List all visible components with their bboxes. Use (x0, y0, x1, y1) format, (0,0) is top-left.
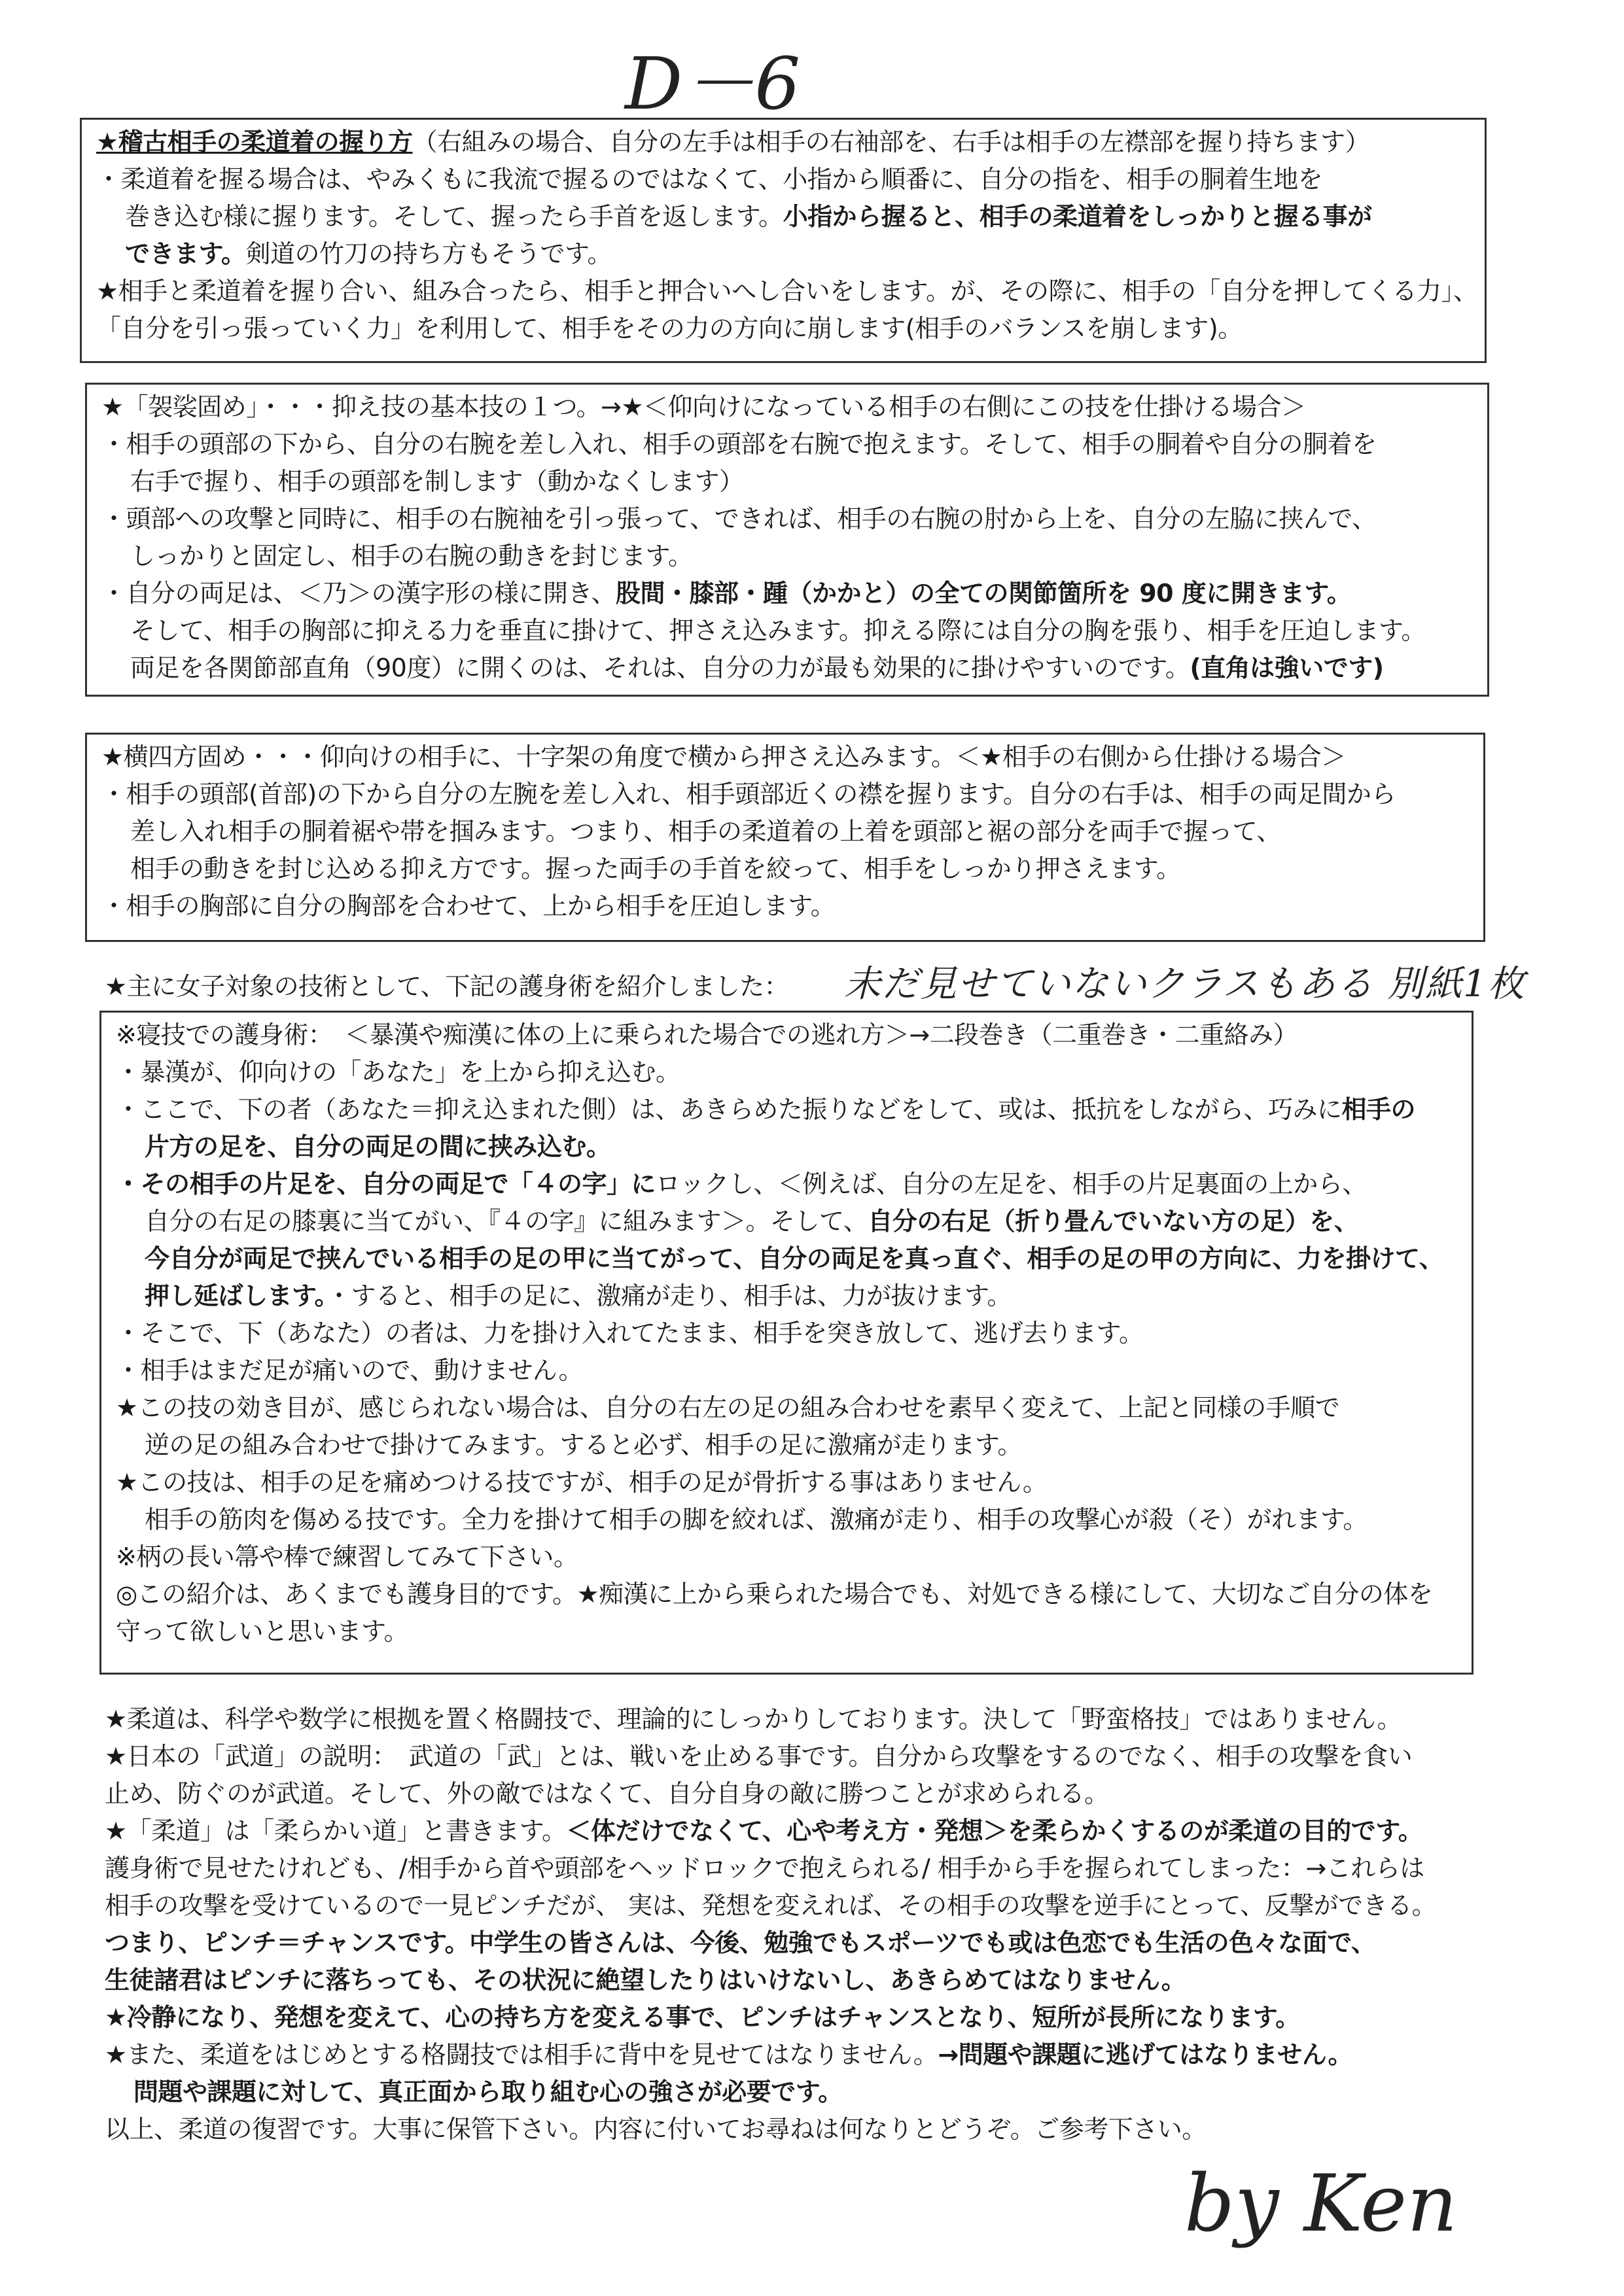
section4-line3a: ・ここで、下の者（あなた＝抑え込まれた側）は、あきらめた振りなどをして、或は、抵抗をしながら、巧みに (116, 1095, 1342, 1124)
section1-title: ★稽古相手の柔道着の握り方 (96, 128, 413, 156)
closing-text (105, 1701, 1531, 2148)
section2-line8a: 両足を各関節部直角（90度）に開くのは、それは、自分の力が最も効果的に掛けやすいのです。 (130, 653, 1190, 682)
section1-line3b: 剣道の竹刀の持ち方もそうです。 (245, 239, 612, 268)
section4-line13: ★この技は、相手の足を痛めつける技ですが、相手の足が骨折する事はありません。 (116, 1468, 1048, 1497)
section2-line8b: (直角は強いです) (1190, 653, 1384, 682)
section4-line6b: 自分の右足（折り畳んでいない方の足）を、 (868, 1207, 1359, 1236)
section4-line7: 今自分が両足で挟んでいる相手の足の甲に当てがって、自分の両足を真っ直ぐ、相手の足の甲の方向に、力を掛けて、 (145, 1244, 1444, 1273)
section1-line3 (96, 235, 1473, 273)
section2-line6b: 股間・膝部・踵（かかと）の全ての関節箇所を 90 度に開きます。 (615, 579, 1352, 608)
header-handwriting: D－6 (625, 42, 801, 126)
section4-line8 (116, 1278, 1460, 1315)
section4-line9: ・そこで、下（あなた）の者は、力を掛け入れてたまま、相手を突き放して、逃げ去ります。 (116, 1319, 1144, 1348)
section2-line7: そして、相手の胸部に抑える力を垂直に掛けて、押さえ込みます。抑える際には自分の胸を張り、相手を圧迫します。 (130, 616, 1426, 645)
section4-line5a: ・その相手の片足を、自分の両足で「４の字」に (116, 1170, 656, 1198)
section4-line16: ◎この紹介は、あくまでも護身目的です。★痴漢に上から乗られた場合でも、対処できる様にして、大切なご自分の体を (116, 1580, 1433, 1609)
section4-line14: 相手の筋肉を傷める技です。全力を掛けて相手の脚を絞れば、激痛が走り、相手の攻撃心が殺（そ）がれます。 (145, 1505, 1368, 1534)
section4-line5b: ロックし、＜例えば、自分の左足を、相手の片足裏面の上から、 (656, 1170, 1367, 1198)
section3-line3: 差し入れ相手の胴着裾や帯を掴みます。つまり、相手の柔道着の上着を頭部と裾の部分を両手で握って、 (130, 817, 1281, 846)
closing-line4 (105, 1813, 1531, 1850)
section1-line5: 「自分を引っ張っていく力」を利用して、相手をその力の方向に崩します(相手のバランスを崩します)。 (96, 314, 1243, 343)
signature: by Ken (1184, 2159, 1458, 2250)
section2-line3: 右手で握り、相手の頭部を制します（動かなくします） (130, 467, 744, 496)
closing-line3: 止め、防ぐのが武道。そして、外の敵ではなくて、自分自身の敵に勝つことが求められる。 (105, 1779, 1109, 1808)
handwritten-note: 未だ見せていないクラスもある 別紙1枚 (844, 963, 1526, 1005)
closing-line10b: →問題や課題に逃げてはなりません。 (938, 2040, 1352, 2069)
section1-line3a: できます。 (125, 239, 246, 268)
closing-line4a: ★「柔道」は「柔らかい道」と書きます。 (105, 1817, 567, 1845)
section2-line8 (101, 650, 1475, 687)
intro-line: ★主に女子対象の技術として、下記の護身術を紹介しました： (105, 972, 789, 1001)
closing-line10a: ★また、柔道をはじめとする格闘技では相手に背中を見せてはなりません。 (105, 2040, 938, 2069)
section4-line15: ※柄の長い箒や棒で練習してみて下さい。 (116, 1542, 578, 1571)
section2-line6a: ・自分の両足は、＜乃＞の漢字形の様に開き、 (101, 579, 616, 608)
closing-line11: 問題や課題に対して、真正面から取り組む心の強さが必要です。 (133, 2078, 843, 2106)
closing-line2: ★日本の「武道」の説明： 武道の「武」とは、戦いを止める事です。自分から攻撃をするのでなく、相手の攻撃を食い (105, 1742, 1413, 1771)
section-self-defense (99, 1011, 1474, 1675)
section4-line11: ★この技の効き目が、感じられない場合は、自分の右左の足の組み合わせを素早く変えて、上記と同様の手順で (116, 1393, 1340, 1422)
section4-line5 (116, 1166, 1460, 1203)
section2-line1: ★「袈裟固め」・・・抑え技の基本技の１つ。→★＜仰向けになっている相手の右側にこの技を仕掛ける場合＞ (101, 392, 1306, 421)
section2-line2: ・相手の頭部の下から、自分の右腕を差し入れ、相手の頭部を右腕で抱えます。そして、相手の胴着や自分の胴着を (101, 430, 1377, 459)
section1-line2 (96, 198, 1473, 235)
section4-line8b: ・すると、相手の足に、激痛が走り、相手は、力が抜けます。 (326, 1281, 1012, 1310)
section2-line4: ・頭部への攻撃と同時に、相手の右腕袖を引っ張って、できれば、相手の右腕の肘から上を、自分の左脇に挟んで、 (101, 504, 1377, 533)
section2-line6 (101, 575, 1475, 612)
section3-line2: ・相手の頭部(首部)の下から自分の左腕を差し入れ、相手頭部近くの襟を握ります。自分の右手は、相手の両足間から (101, 780, 1396, 809)
section4-line12: 逆の足の組み合わせで掛けてみます。すると必ず、相手の足に激痛が走ります。 (145, 1431, 1022, 1459)
section4-line2: ・暴漢が、仰向けの「あなた」を上から抑え込む。 (116, 1058, 680, 1087)
section4-line17: 守って欲しいと思います。 (116, 1617, 408, 1646)
section4-line10: ・相手はまだ足が痛いので、動けません。 (116, 1356, 584, 1385)
closing-line6: 相手の攻撃を受けているので一見ピンチだが、 実は、発想を変えれば、その相手の攻撃を逆手にとって、反撃ができる。 (105, 1891, 1437, 1920)
section4-line1: ※寝技での護身術： ＜暴漢や痴漢に体の上に乗られた場合での逃れ方＞→二段巻き（二重巻き・二重絡み） (116, 1020, 1298, 1049)
closing-line7 (105, 1924, 1531, 1962)
closing-line4b: ＜体だけでなくて、心や考え方・発想＞を柔らかくするのが柔道の目的です。 (566, 1817, 1423, 1845)
section4-line6 (116, 1203, 1460, 1240)
closing-line12: 以上、柔道の復習です。大事に保管下さい。内容に付いてお尋ねは何なりとどうぞ。ご参考下さい。 (105, 2115, 1207, 2144)
closing-line9: ★冷静になり、発想を変えて、心の持ち方を変える事で、ピンチはチャンスとなり、短所が長所になります。 (105, 2003, 1300, 2032)
section4-line3b: 相手の (1341, 1095, 1416, 1124)
closing-line7a: つまり、ピンチ＝チャンスです。 (105, 1928, 470, 1957)
section3-line5: ・相手の胸部に自分の胸部を合わせて、上から相手を圧迫します。 (101, 892, 836, 920)
section4-line3 (116, 1091, 1460, 1128)
closing-line7b: 中学生の皆さんは、今後、勉強でもスポーツでも或は色恋でも生活の色々な面で、 (469, 1928, 1376, 1957)
closing-line1: ★柔道は、科学や数学に根拠を置く格闘技で、理論的にしっかりしております。決して「野蛮格技」ではありません。 (105, 1705, 1402, 1733)
section4-line4: 片方の足を、自分の両足の間に挟み込む。 (145, 1132, 611, 1161)
section1-line4: ★相手と柔道着を握り合い、組み合ったら、相手と押合いへし合いをします。が、その際に、相手の「自分を押してくる力」、 (96, 277, 1478, 305)
section1-line2a: 巻き込む様に握ります。そして、握ったら手首を返します。 (125, 202, 783, 231)
closing-line5: 護身術で見せたけれども、/相手から首や頭部をヘッドロックで抱えられる/ 相手から手を握られてしまった：→これらは (105, 1854, 1424, 1883)
section1-line2b: 小指から握ると、相手の柔道着をしっかりと握る事が (783, 202, 1372, 231)
section-kesa-gatame (85, 383, 1489, 697)
section4-line8a: 押し延ばします。 (145, 1281, 327, 1310)
section1-title-note: （右組みの場合、自分の左手は相手の右袖部を、右手は相手の左襟部を握り持ちます） (412, 128, 1370, 156)
section2-line5: しっかりと固定し、相手の右腕の動きを封じます。 (130, 542, 693, 570)
closing-line10 (105, 2036, 1531, 2074)
section3-line1: ★横四方固め・・・仰向けの相手に、十字架の角度で横から押さえ込みます。＜★相手の右側から仕掛ける場合＞ (101, 742, 1346, 771)
section1-line1: ・柔道着を握る場合は、やみくもに我流で握るのではなくて、小指から順番に、自分の指を、相手の胴着生地を (96, 165, 1323, 194)
section4-line6a: 自分の右足の膝裏に当てがい、『４の字』に組みます＞。そして、 (145, 1207, 868, 1236)
section-grip-method (80, 118, 1487, 363)
section-yoko-shiho-gatame (85, 733, 1485, 942)
section3-line4: 相手の動きを封じ込める抑え方です。握った両手の手首を絞って、相手をしっかり押さえます。 (130, 854, 1181, 883)
section1-title-line (96, 124, 1473, 161)
closing-line8: 生徒諸君はピンチに落ちっても、その状況に絶望したりはいけないし、あきらめてはなりません。 (105, 1966, 1186, 1994)
